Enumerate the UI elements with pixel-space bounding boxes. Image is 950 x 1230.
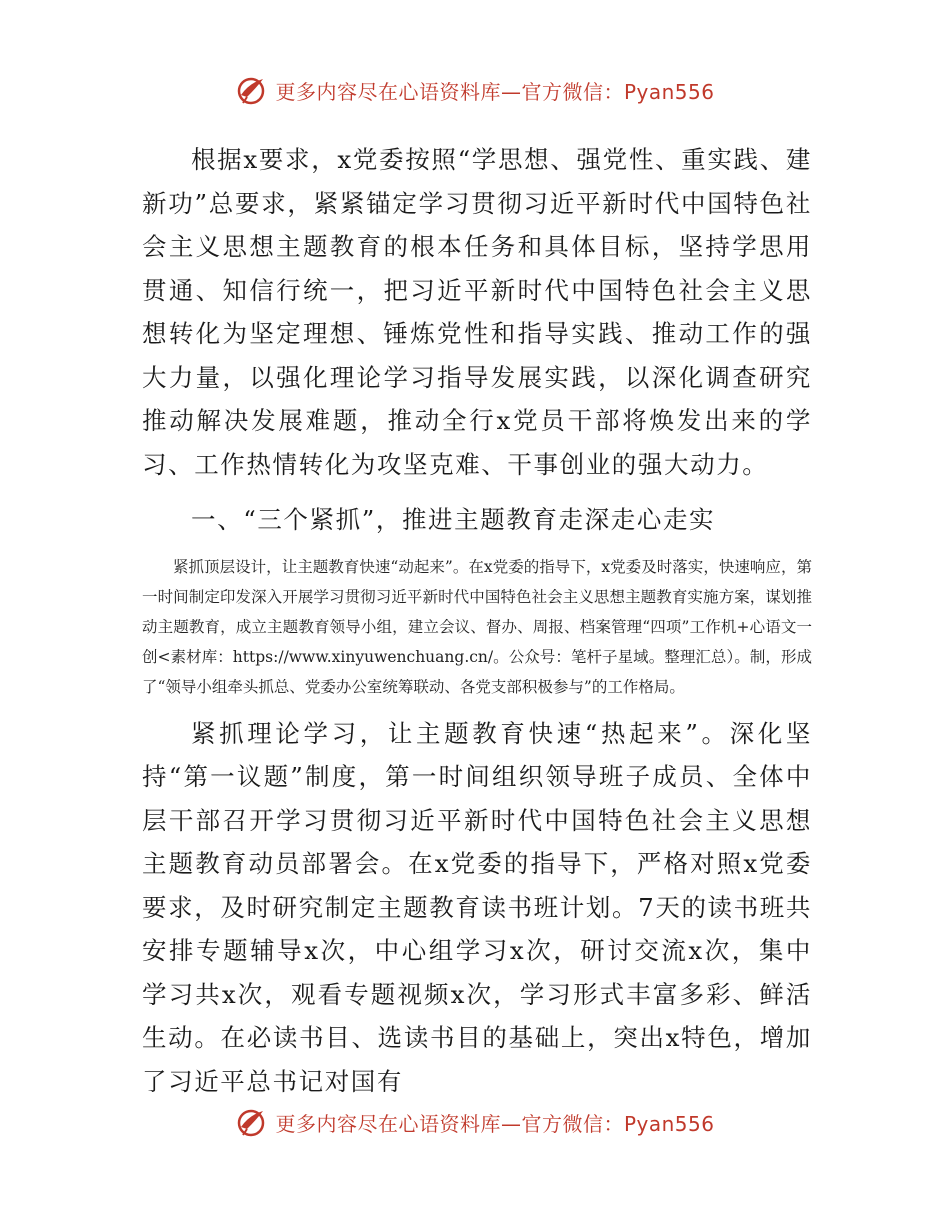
pen-logo-icon (235, 1105, 269, 1139)
small-paragraph: 紧抓顶层设计，让主题教育快速“动起来”。在x党委的指导下，x党委及时落实，快速响应，第一时间制定印发深入开展学习贯彻习近平新时代中国特色社会主义思想主题教育实施方案，谋划推动主题教育，成立主题教育领导小组，建立会议、督办、周报、档案管理“四项”工作机+心语文一创<素材库：https://www.xinyuwenchuang.cn/。公众号：笔杆子星域。整理汇总）。制，形成了“领导小组牵头抓总、党委办公室统筹联动、各党支部积极参与”的工作格局。 (142, 557, 812, 696)
section-heading: 一、“三个紧抓”，推进主题教育走深走心走实 (191, 505, 716, 534)
intro-paragraph: 根据x要求，x党委按照“学思想、强党性、重实践、建新功”总要求，紧紧锚定学习贯彻习近平新时代中国特色社会主义思想主题教育的根本任务和具体目标，坚持学思用贯通、知信行统一，把习近平新时代中国特色社会主义思想转化为坚定理想、锤炼党性和指导实践、推动工作的强大力量，以强化理论学习指导发展实践，以深化调查研究推动解决发展难题，推动全行x党员干部将焕发出来的学习、工作热情转化为攻坚克难、干事创业的强大动力。 (142, 145, 812, 479)
theory-paragraph: 紧抓理论学习，让主题教育快速“热起来”。深化坚持“第一议题”制度，第一时间组织领导班子成员、全体中层干部召开学习贯彻习近平新时代中国特色社会主义思想主题教育动员部署会。在x党委的指导下，严格对照x党委要求，及时研究制定主题教育读书班计划。7天的读书班共安排专题辅导x次，中心组学习x次，研讨交流x次，集中学习共x次，观看专题视频x次，学习形式丰富多彩、鲜活生动。在必读书目、选读书目的基础上，突出x特色，增加了习近平总书记对国有 (142, 718, 812, 1096)
banner-text: 更多内容尽在心语资料库—官方微信：Pyan556 (275, 1111, 715, 1136)
document-body (142, 138, 812, 1103)
header-banner (0, 70, 950, 110)
banner-text: 更多内容尽在心语资料库—官方微信：Pyan556 (275, 79, 715, 104)
pen-logo-icon (235, 73, 269, 107)
footer-banner (0, 1102, 950, 1142)
